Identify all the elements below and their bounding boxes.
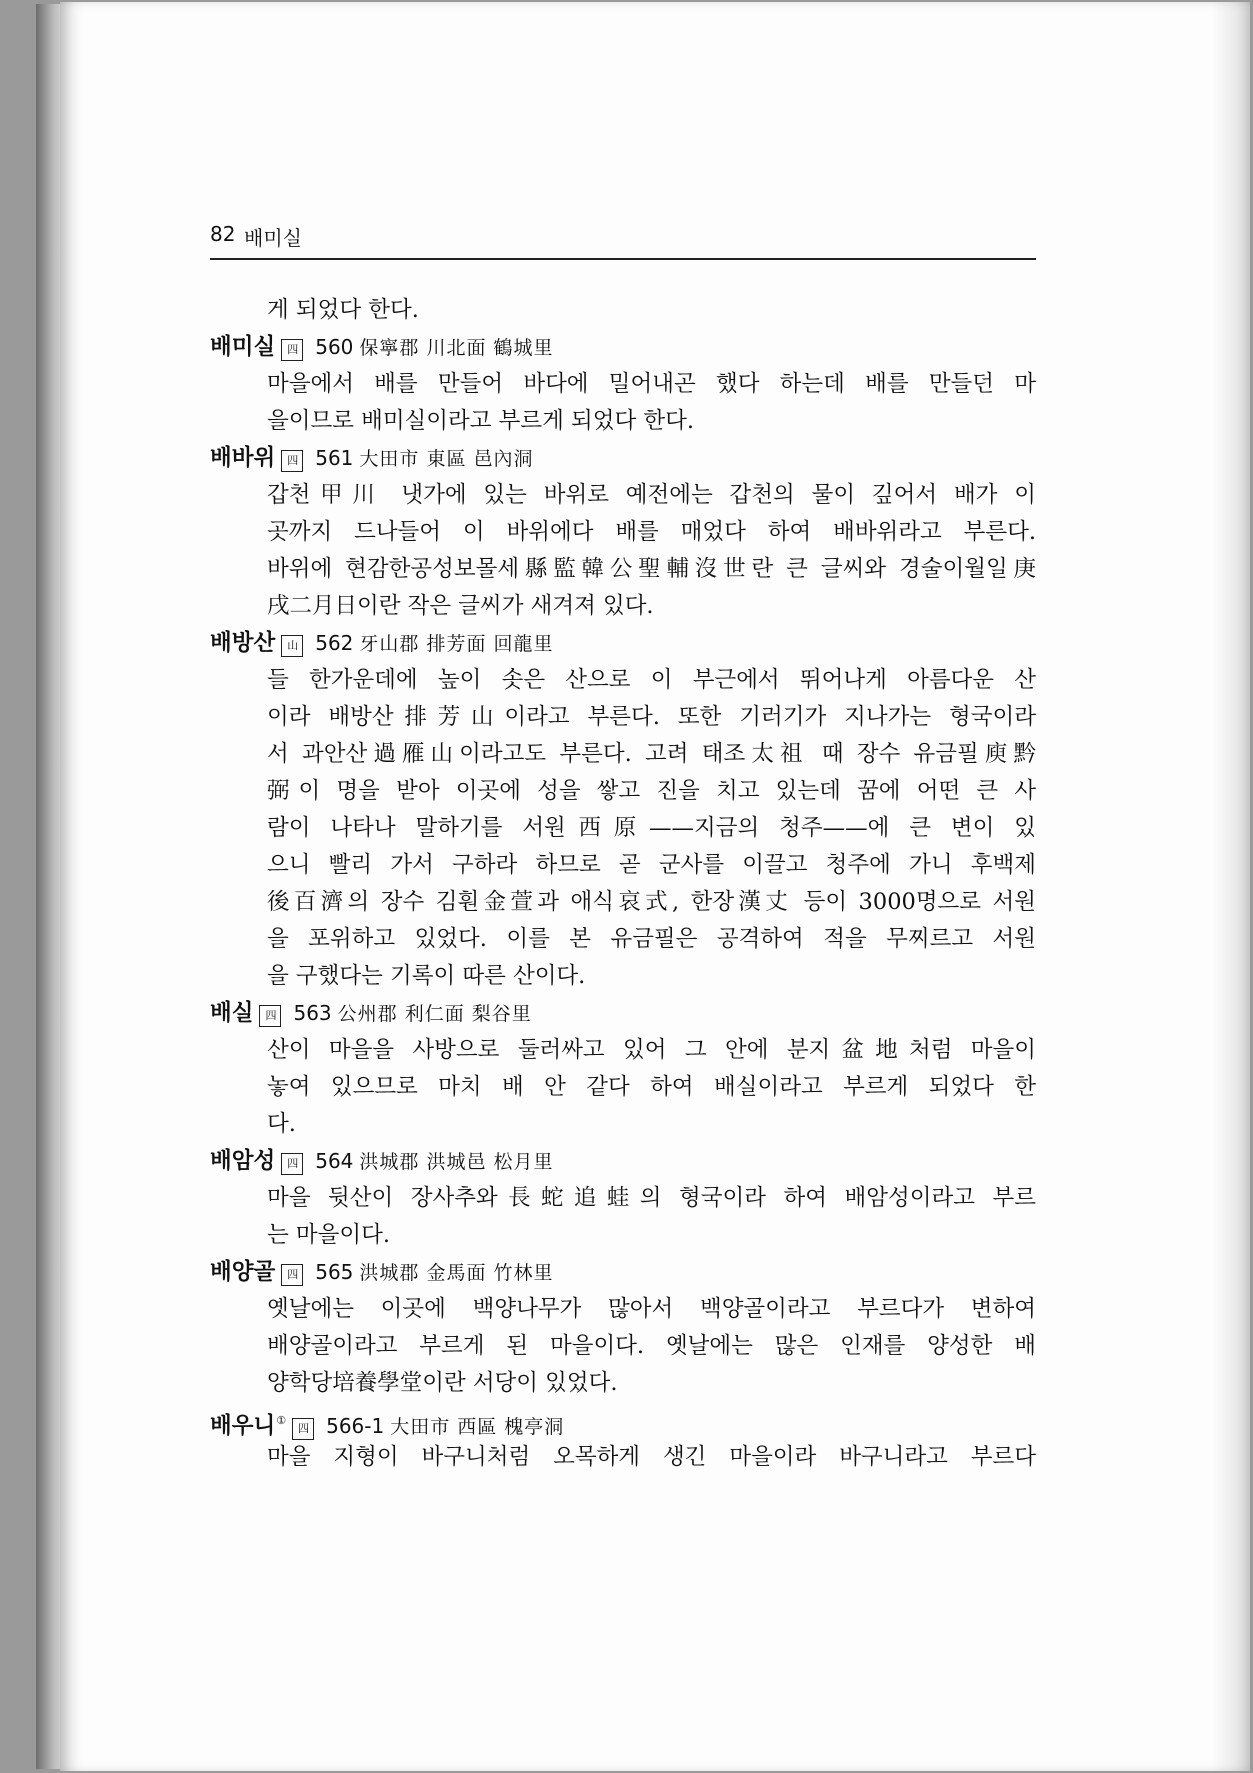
body-text: 後百濟의 장수 김훤金萱과 애식哀式, 한장漢丈 등이 3000명으로 서원 [267, 889, 1036, 915]
entry-term: 배방산 [210, 630, 276, 656]
body-text: 들 한가운데에 높이 솟은 산으로 이 부근에서 뛰어나게 아름다운 산 [267, 667, 1036, 693]
body-line [210, 366, 1036, 403]
body-line [210, 1032, 1036, 1069]
body-text: 곳까지 드나들어 이 바위에다 배를 매었다 하여 배바위라고 부른다. [267, 519, 1036, 545]
entry-location: 公州郡 利仁面 梨谷里 [337, 1003, 532, 1025]
body-line [210, 1365, 1036, 1402]
footnote-marker: ① [276, 1414, 287, 1427]
entry-location: 牙山郡 排芳面 回龍里 [359, 633, 554, 655]
entry-number: 563 [293, 1001, 332, 1025]
body-text: 놓여 있으므로 마치 배 안 같다 하여 배실이라고 부르게 되었다 한 [267, 1074, 1036, 1100]
running-header [210, 216, 1036, 260]
body-text: 양학당培養學堂이란 서당이 있었다. [267, 1370, 618, 1396]
body-line [210, 551, 1036, 588]
entry-heading [210, 440, 1036, 477]
body-line [210, 1291, 1036, 1328]
entry-heading [210, 1143, 1036, 1180]
entry-term: 배우니 [210, 1413, 276, 1439]
category-badge: 四 [281, 1153, 303, 1175]
body-text: 마을에서 배를 만들어 바다에 밀어내곤 했다 하는데 배를 만들던 마 [267, 371, 1036, 397]
body-line [210, 847, 1036, 884]
page-number: 82 [210, 222, 236, 246]
body-line [210, 1180, 1036, 1217]
body-text: 弼이 명을 받아 이곳에 성을 쌓고 진을 치고 있는데 꿈에 어떤 큰 사 [267, 778, 1036, 804]
body-text: 을 구했다는 기록이 따른 산이다. [267, 963, 586, 989]
category-badge: 四 [281, 1264, 303, 1286]
body-line [210, 1069, 1036, 1106]
entry-term: 배미실 [210, 334, 276, 360]
entry-heading [210, 1254, 1036, 1291]
body-text: 는 마을이다. [267, 1222, 390, 1248]
entry-heading [210, 995, 1036, 1032]
body-line [210, 403, 1036, 440]
entry-number: 564 [315, 1149, 354, 1173]
body-line [210, 292, 1036, 329]
entry-term: 배양골 [210, 1259, 276, 1285]
body-text: 戌二月日이란 작은 글씨가 새겨져 있다. [267, 593, 654, 619]
running-title: 배미실 [244, 226, 302, 250]
body-text: 을 포위하고 있었다. 이를 본 유금필은 공격하여 적을 무찌르고 서원 [267, 926, 1036, 952]
body-text: 갑천甲川 냇가에 있는 바위로 예전에는 갑천의 물이 깊어서 배가 이 [267, 482, 1036, 508]
entry-location: 大田市 西區 槐亭洞 [390, 1416, 565, 1438]
body-line [210, 1439, 1036, 1476]
category-badge: 四 [281, 450, 303, 472]
body-text: 배양골이라고 부르게 된 마을이다. 옛날에는 많은 인재를 양성한 배 [267, 1333, 1036, 1359]
body-text: 마을 지형이 바구니처럼 오목하게 생긴 마을이라 바구니라고 부르다 [267, 1444, 1036, 1470]
entry-heading [210, 625, 1036, 662]
body-line [210, 1328, 1036, 1365]
entry-number: 566-1 [326, 1414, 385, 1438]
body-text: 이라 배방산排芳山이라고 부른다. 또한 기러기가 지나가는 형국이라 [267, 704, 1036, 730]
body-text: 바위에 현감한공성보몰세縣監韓公聖輔沒世란 큰 글씨와 경술이월일庚 [267, 556, 1036, 582]
body-line [210, 736, 1036, 773]
entry-location: 保寧郡 川北面 鶴城里 [359, 337, 554, 359]
entry-heading [210, 1402, 1036, 1439]
entry-location: 洪城郡 金馬面 竹林里 [359, 1262, 554, 1284]
page-shadow [1212, 2, 1250, 1771]
body-text: 옛날에는 이곳에 백양나무가 많아서 백양골이라고 부르다가 변하여 [267, 1296, 1036, 1322]
body-text: 을이므로 배미실이라고 부르게 되었다 한다. [267, 408, 694, 434]
body-line [210, 514, 1036, 551]
entry-heading [210, 329, 1036, 366]
entry-number: 561 [315, 446, 354, 470]
entry-number: 562 [315, 631, 354, 655]
category-badge: 四 [281, 339, 303, 361]
body-line [210, 884, 1036, 921]
category-badge: 四 [259, 1005, 281, 1027]
body-line [210, 1217, 1036, 1254]
body-line [210, 958, 1036, 995]
entry-location: 大田市 東區 邑內洞 [359, 448, 534, 470]
entry-term: 배바위 [210, 445, 276, 471]
body-text: 마을 뒷산이 장사추와長蛇追蛙의 형국이라 하여 배암성이라고 부르 [267, 1185, 1036, 1211]
body-line [210, 662, 1036, 699]
body-line [210, 477, 1036, 514]
body-line [210, 1106, 1036, 1143]
entry-location: 洪城郡 洪城邑 松月里 [359, 1151, 554, 1173]
body-text: 다. [267, 1111, 296, 1137]
body-line [210, 810, 1036, 847]
body-line [210, 588, 1036, 625]
category-badge: 山 [281, 635, 303, 657]
body-line [210, 773, 1036, 810]
category-badge: 四 [292, 1418, 314, 1440]
page-body [210, 292, 1036, 1476]
entry-number: 565 [315, 1260, 354, 1284]
body-line [210, 921, 1036, 958]
body-text: 산이 마을을 사방으로 둘러싸고 있어 그 안에 분지盆地처럼 마을이 [267, 1037, 1036, 1063]
body-text: 람이 나타나 말하기를 서원西原——지금의 청주——에 큰 변이 있 [267, 815, 1036, 841]
entry-number: 560 [315, 335, 354, 359]
body-text: 서 과안산過雁山이라고도 부른다. 고려 태조太祖 때 장수 유금필庾黔 [267, 741, 1036, 767]
body-line [210, 699, 1036, 736]
body-text: 게 되었다 한다. [267, 297, 419, 323]
body-text: 으니 빨리 가서 구하라 하므로 곧 군사를 이끌고 청주에 가니 후백제 [267, 852, 1036, 878]
entry-term: 배실 [210, 1000, 254, 1026]
entry-term: 배암성 [210, 1148, 276, 1174]
